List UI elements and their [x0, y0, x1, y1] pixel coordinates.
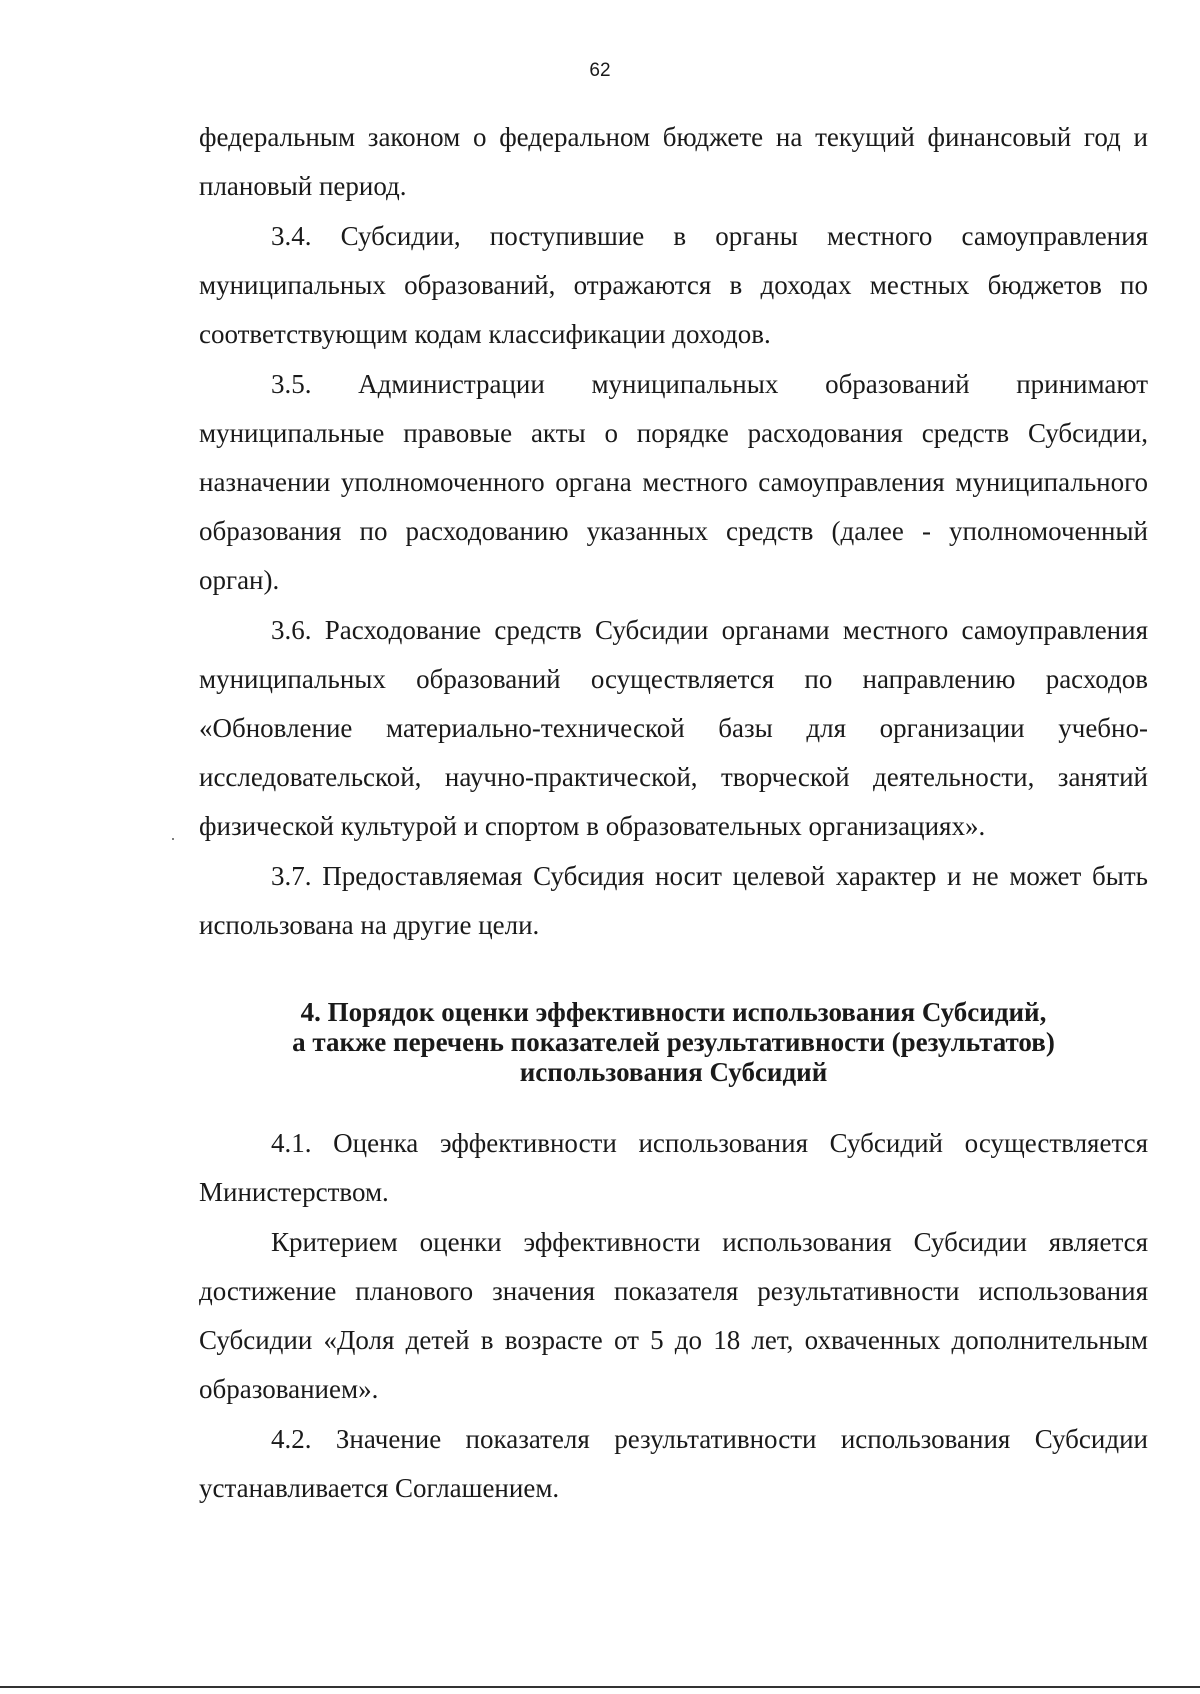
- page-number: 62: [589, 60, 611, 81]
- paragraph-3-4: 3.4. Субсидии, поступившие в органы местного самоуправления муниципальных образований, отражаются в доходах местных бюджетов по соответствующим кодам классификации доходов.: [199, 221, 1148, 349]
- bottom-rule: [0, 1686, 1200, 1688]
- paragraph-3-6: 3.6. Расходование средств Субсидии органами местного самоуправления муниципальных образований осуществляется по направлению расходов «Обновление материально-технической базы для организации учебно-исследовательской, научно-практической, творческой деятельности, занятий физической культурой и спортом в образовательных организациях».: [199, 615, 1148, 841]
- paragraph-continuation: федеральным законом о федеральном бюджете на текущий финансовый год и плановый период.: [199, 122, 1148, 201]
- document-body: [199, 113, 1148, 1513]
- paragraph-3-5: 3.5. Администрации муниципальных образований принимают муниципальные правовые акты о порядке расходования средств Субсидии, назначении уполномоченного органа местного самоуправления муниципального образования по расходованию указанных средств (далее - уполномоченный орган).: [199, 369, 1148, 595]
- paragraph-4-1: 4.1. Оценка эффективности использования Субсидий осуществляется Министерством.: [199, 1128, 1148, 1207]
- section-heading-line-2: а также перечень показателей результативности (результатов): [292, 1027, 1055, 1057]
- scan-speck: [172, 838, 174, 840]
- section-heading-line-1: 4. Порядок оценки эффективности использования Субсидий,: [300, 997, 1047, 1027]
- paragraph-criterion: Критерием оценки эффективности использования Субсидии является достижение планового значения показателя результативности использования Субсидии «Доля детей в возрасте от 5 до 18 лет, охваченных дополнительным образованием».: [199, 1227, 1148, 1404]
- section-heading: [199, 997, 1148, 1087]
- section-heading-line-3: использования Субсидий: [519, 1057, 828, 1087]
- paragraph-3-7: 3.7. Предоставляемая Субсидия носит целевой характер и не может быть использована на другие цели.: [199, 861, 1148, 940]
- paragraph-4-2: 4.2. Значение показателя результативности использования Субсидии устанавливается Соглашением.: [199, 1424, 1148, 1503]
